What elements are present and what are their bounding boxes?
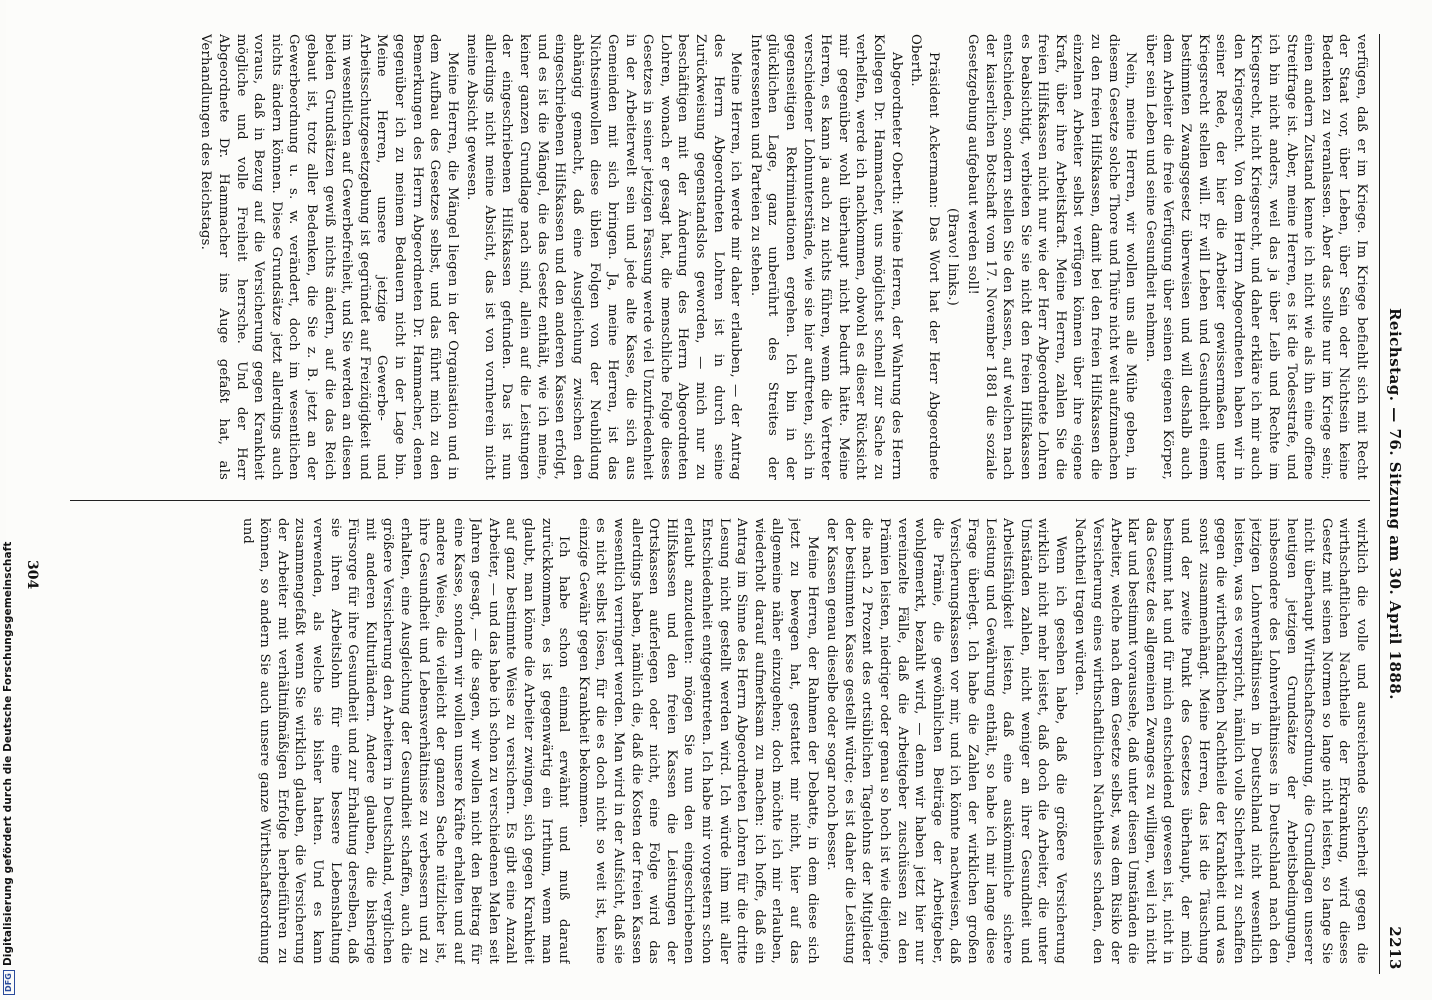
president-speaker-line: Präsident Ackermann: Das Wort hat der Herr Abgeordnete Oberth. <box>908 34 941 480</box>
right-paragraph: Wenn ich gesehen habe, daß die größere Versicherung wirklich nicht mehr leistet, daß doch die Arbeiter, die unter Umständen zahlen, nicht weniger an ihrer Gesundheit und Arbeitsfähigkeit leisten, daß eine auskömmliche sichere Leistung und Gewährung enthält, so habe ich mir lange diese Frage überlegt. Ich habe die Zahlen der wirklichen großen Versicherungskassen vor mir, und ich könnte nachweisen, daß die Prämie, die gewöhnlichen Beiträge der Arbeitgeber, wohlgemerkt, bezahlt wird, — denn wir haben jetzt hier nur vereinzelte Fälle, daß die Arbeitgeber zuschüssen zu den Prämien leisten, niedriger oder genau so hoch ist wie diejenige, die nach 2 Prozent des ortsüblichen Tagelohns der Mitglieder der bestimmten Kasse gestellt würde; es ist daher die Leistung der Kassen genau dieselbe oder sogar noch besser. <box>824 518 1068 964</box>
right-paragraph: wirklich die volle und ausreichende Sicherheit gegen die wirthschaftlichen Nachtheile der Erkrankung, wird dieses Gesetz mit seinen Normen so lange nicht leisten, so lange Sie nicht überhaupt Wirthschaftsordnung, die Grundlagen unserer heutigen jetzigen Grundsätze der Arbeitsbedingungen, insbesondere des Lohnverhältnisses in Deutschland nach den jetzigen Lohnverhältnissen in Deutschland nicht wesentlich leisten, was es verspricht, nämlich volle Sicherheit zu schaffen gegen die wirthschaftlichen Nachtheile der Krankheit und was sonst zusammenhängt. Meine Herren, das ist die Täuschung und der zweite Punkt des Gesetzes überhaupt, der mich bestimmt hat und für mich entscheidend gewesen ist, nicht in das Gesetz des allgemeinen Zwanges zu willigen, weil ich nicht klar und bestimmt voraussehe, daß unter diesen Umständen die Arbeiter, welche nach dem Gesetze selbst, was dem Risiko der Versicherung eines wirthschaftlichen Nachtheiles schaden, den Nachtheil tragen würden. <box>1072 518 1369 964</box>
digitization-credit <box>0 0 18 1000</box>
left-paragraph: Nein, meine Herren, wir wollen uns alle Mühe geben, in diesem Gesetze solche Thore und Thüre nicht weit aufzumachen zu den freien Hilfskassen, damit bei den freien Hilfskassen die einzelnen Arbeiter selbst verfügen können über ihre eigene Kraft, über ihre Arbeitskraft. Meine Herren, zahlen Sie die freien Hilfskassen nicht nur wie der Herr Abgeordnete Lohren es beabsichtigt, verbieten Sie sie nicht den freien Hilfskassen entschieden, sondern stellen Sie den Kassen, auf welchen nach der kaiserlichen Botschaft vom 17. November 1881 die soziale Gesetzgebung aufgebaut werden soll! <box>964 34 1139 480</box>
dfg-logo: DFG <box>3 970 15 995</box>
page-header <box>1382 34 1404 974</box>
column-divider <box>70 500 1370 501</box>
left-column <box>50 34 1370 480</box>
newspaper-sheet <box>6 0 1410 1000</box>
signature-mark: 304 <box>24 560 40 590</box>
left-paragraph: verfügen, daß er im Kriege. Im Kriege befiehlt sich mit Recht der Staat vor, über Leben, über Sein oder Nichtsein keine Bedenken zu veranlassen. Aber das sollte nur im Kriege sein; einen andern Zustand kenne ich nicht wie als ihn eine offene Streitfrage ist. Aber, meine Herren, es ist die Todesstrafe, und ich bin nicht anders, weil das ja über Leib und Rechte im Kriegsrecht, nicht Kriegsrecht, und daher erkläre ich mir auch den Kriegsrecht. Von dem Herrn Abgeordneten haben wir in seiner Rede, der hier die Arbeiter gewissermaßen unter Kriegsrecht stellen will. Er will Leben und Gesundheit einem bestimmten Zwangsgesetz überweisen und will deshalb auch dem Arbeiter die freie Verfügung über seinen eigenen Körper, über sein Leben und seine Gesundheit nehmen. <box>1142 34 1369 480</box>
applause-note: (Bravo! links.) <box>945 208 961 306</box>
left-paragraph: Meine Herren, ich werde mir daher erlauben, — der Antrag des Herrn Abgeordneten Lohren ist in durch seine Zurückweisung gegenstandslos geworden, — mich nur zu beschäftigen mit der Änderung des Herrn Abgeordneten Lohren, wonach er gesagt hat, die menschliche Folge dieses Gesetzes in seiner jetzigen Fassung werde viel Unzufriedenheit in der Arbeiterwelt sein und jede alte Kasse, die sich aus Gemeinden mit sich bringen. Ja, meine Herren, ist das Nichtseinwollen diese üblen Folgen von der Neubildung abhängig gemacht, daß eine Ausgleichung zwischen den eingeschriebenen Hilfskassen und den anderen Kassen erfolgt, und es ist die Mängel, die das Gesetz enthält, wie ich meine, keiner ganzen Grundlage nach sind, allein auf die Leistungen der eingeschriebenen Hilfskassen gefunden. Das ist nun allerdings nicht meine Absicht, das ist von vornherein nicht meine Absicht gewesen. <box>464 34 744 480</box>
right-paragraph: Ich habe schon einmal erwähnt und muß darauf zurückkommen, es ist gegenwärtig ein Irrthum, wenn man glaubt, man könne die Arbeiter zwingen, sich gegen Krankheit auf ganz bestimmte Weise zu versichern. Es gibt eine Anzahl Arbeiter, — und das habe ich schon zu verschiedenen Malen seit Jahren gesagt, — die sagen, wir wollen nicht den Beitrag für eine Kasse, sondern wir wollen unsere Kräfte erhalten und auf andere Weise, die vielleicht der ganzen Sache nützlicher ist, ihre Gesundheit und Lebensverhältnisse zu verbessern und zu erhalten, eine Ausgleichung der Gesundheit schaffen, auch die größere Versicherung den Arbeitern in Deutschland, verglichen mit anderen Kulturländern. Andere glauben, die bisherige Fürsorge für ihre Gesundheit und zur Erhaltung derselben, daß sie ihren Arbeitslohn für eine bessere Lebenshaltung verwenden, als welche sie bisher hatten. Und es kann zusammengefaßt wenn Sie wirklich glauben, die Versicherung der Arbeiter mit verhältnißmäßigen Erfolge herbeiführen zu können, so andern Sie auch unsere ganze Wirthschaftsordnung und <box>239 518 572 964</box>
header-rule <box>1379 34 1380 974</box>
left-paragraph: Abgeordneter Oberth: Meine Herren, der Wahrung des Herrn Kollegen Dr. Hammacher, uns möglichst schnell zur Sache zu verhelfen, werde ich nachkommen, obwohl es dieser Rücksicht mir gegenüber wohl überhaupt nicht bedurft hätte. Meine Herren, es kann ja auch zu nichts führen, wenn die Vertreter verschiedener Lohnunterstände, wie sie hier auftreten, sich in gegenseitigen Rekriminationen ergehen. Ich bin in der glücklichen Lage, ganz unberührt des Streites der Interessenten und Parteien zu stehen. <box>747 34 904 480</box>
right-paragraph: Meine Herren, der Rahmen der Debatte, in dem diese sich jetzt zu bewegen hat, gestattet mir nicht, hier auf das allgemeine näher einzugehen; doch möchte ich mir erlauben, wiederholt darauf aufmerksam zu machen: ich hoffe, daß ein Antrag im Sinne des Herrn Abgeordneten Lohren für die dritte Lesung nicht gestellt werden wird. Ich würde ihm mit aller Entschiedenheit entgegentreten. Ich habe mir vorgestern schon erlaubt anzudeuten: mögen Sie nun den eingeschriebenen Hilfskassen und den freien Kassen die Leistungen der Ortskassen auferlegen oder nicht, eine Folge wird das allerdings haben, nämlich die, daß die Kosten der freien Kassen wesentlich verringert werden. Man wird in der Aufsicht, daß sie es nicht selbst lösen, für die es doch nicht so weit ist, keine einzige Gewähr gegen Krankheit bekommen. <box>575 518 820 964</box>
page-number: 2213 <box>1386 926 1404 970</box>
left-paragraph: Meine Herren, die Mängel liegen in der Organisation und in dem Aufbau des Gesetzes selbst, und das führt mich zu den Bemerkungen des Herrn Abgeordneten Dr. Hammacher, denen gegenüber ich zu meinem Bedauern nicht in der Lage bin. Meine Herren, unsere jetzige Gewerbe- und Arbeitsschutzgesetzgebung ist gegründet auf Freizügigkeit und im wesentlichen auf Gewerbefreiheit, und Sie werden an diesen beiden Grundsätzen gewiß nichts ändern, auf die das Reich gebaut ist, trotz aller Bedenken, die Sie z. B. jetzt an der Gewerbeordnung u. s. w. verändert, doch im wesentlichen nichts ändern können. Diese Grundsätze jetzt allerdings auch voraus, daß in Bezug auf die Versicherung gegen Krankheit mögliche und volle Freiheit herrsche. Und der Herr Abgeordnete Dr. Hammacher ins Auge gefaßt hat, als Verhandlungen des Reichstags. <box>198 34 460 480</box>
right-column <box>50 518 1370 964</box>
digitization-text: Digitalisierung gefördert durch die Deutsche Forschungsgemeinschaft <box>2 541 14 967</box>
header-title: Reichstag. — 76. Sitzung am 30. April 1888. <box>1386 307 1404 701</box>
